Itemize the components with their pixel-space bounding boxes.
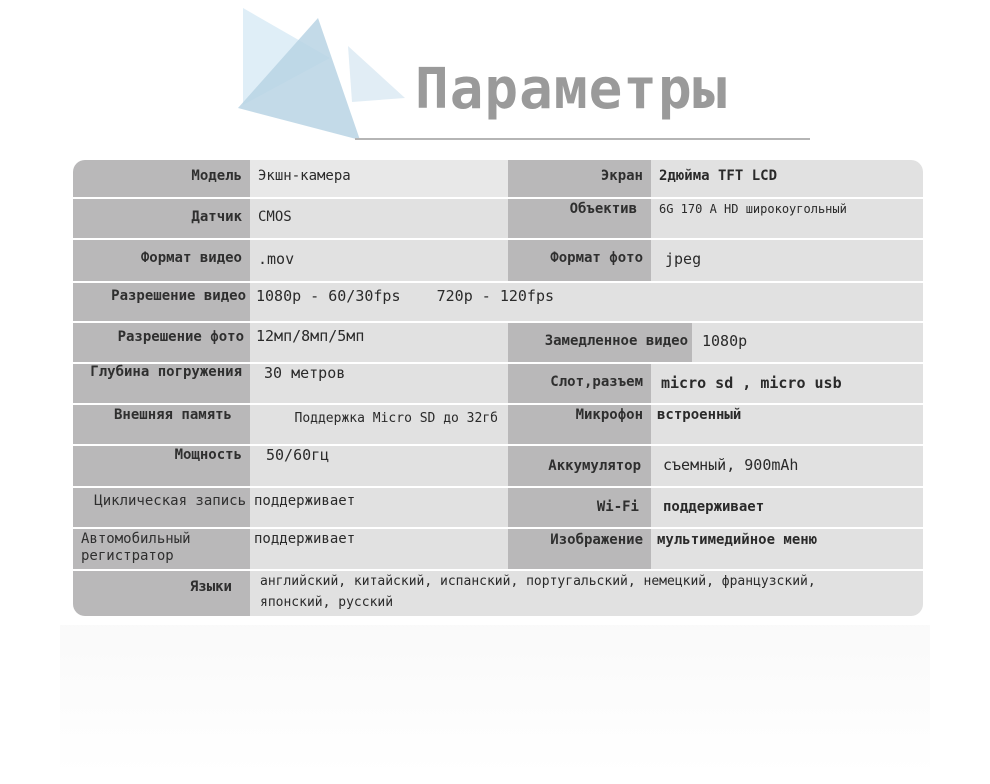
table-row (73, 405, 923, 444)
spec-label: Глубина погружения (73, 364, 250, 403)
spec-label: Формат фото (508, 240, 651, 281)
spec-label: Разрешение фото (73, 323, 250, 362)
table-row (73, 240, 923, 281)
spec-value: Экшн-камера (250, 160, 508, 197)
spec-label: Микрофон (508, 405, 651, 444)
spec-value: .mov (250, 240, 508, 281)
table-row (73, 364, 923, 403)
spec-value: 12мп/8мп/5мп (250, 323, 508, 362)
spec-label: Замедленное видео (508, 323, 692, 362)
spec-value: мультимедийное меню (651, 529, 923, 569)
spec-value: поддерживает (250, 529, 508, 569)
spec-value: 2дюйма TFT LCD (651, 160, 923, 197)
page-title: Параметры (415, 57, 728, 122)
spec-value: jpeg (651, 240, 923, 281)
specs-table (73, 160, 923, 616)
spec-value: съемный, 900mAh (651, 446, 923, 486)
spec-value: CMOS (250, 199, 508, 238)
spec-label: Формат видео (73, 240, 250, 281)
spec-label: Объектив (508, 199, 651, 238)
spec-label: Внешняя память (73, 405, 250, 444)
table-row (73, 323, 923, 362)
table-row (73, 160, 923, 197)
table-row (73, 488, 923, 527)
spec-label: Аккумулятор (508, 446, 651, 486)
spec-value: 50/60гц (250, 446, 508, 486)
spec-value: 30 метров (250, 364, 508, 403)
spec-value: Поддержка Micro SD до 32гб (250, 405, 508, 444)
spec-label: Датчик (73, 199, 250, 238)
spec-label: Мощность (73, 446, 250, 486)
table-row (73, 571, 923, 616)
spec-value: 1080p - 60/30fps 720p - 120fps (250, 283, 923, 321)
spec-value: поддерживает (250, 488, 508, 527)
table-row (73, 529, 923, 569)
reflection-fade (60, 625, 930, 775)
table-row (73, 199, 923, 238)
spec-label: Wi-Fi (508, 488, 651, 527)
spec-label: Разрешение видео (73, 283, 250, 321)
spec-label: Языки (73, 571, 250, 616)
spec-label: Изображение (508, 529, 651, 569)
spec-value: 1080p (692, 323, 923, 362)
spec-label: Слот,разъем (508, 364, 651, 403)
spec-value: поддерживает (651, 488, 923, 527)
spec-value: встроенный (651, 405, 923, 444)
spec-label: Модель (73, 160, 250, 197)
spec-value: английский, китайский, испанский, португальский, немецкий, французский, японский, русский (250, 571, 923, 616)
table-row (73, 446, 923, 486)
table-row (73, 283, 923, 321)
spec-value: 6G 170 A HD широкоугольный (651, 199, 923, 238)
spec-value: micro sd , micro usb (651, 364, 923, 403)
spec-label: Экран (508, 160, 651, 197)
spec-label: Автомобильный регистратор (73, 529, 250, 569)
spec-label: Циклическая запись (73, 488, 250, 527)
triangle-small (348, 46, 405, 102)
